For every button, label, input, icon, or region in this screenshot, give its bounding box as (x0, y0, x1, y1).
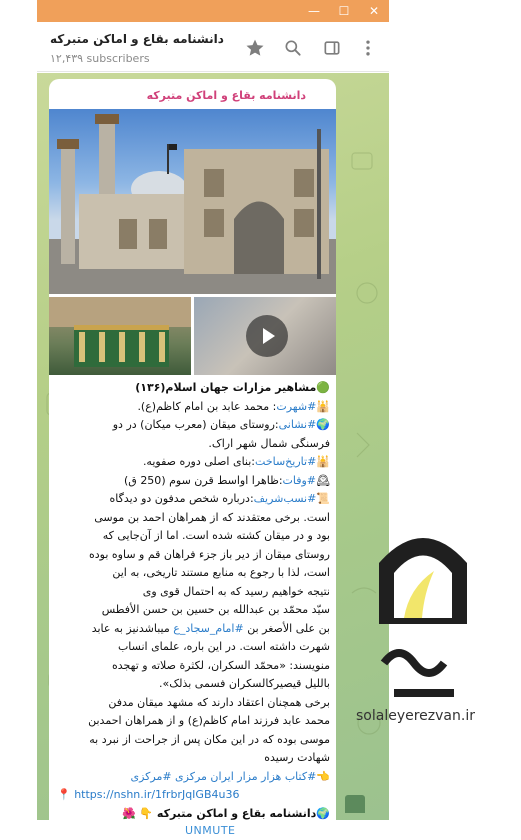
post-line (57, 694, 330, 713)
post-line-text: موسی بوده که در این مکان پس از جراحت از نبرد به (89, 732, 330, 746)
solaleye-rezvan-logo (374, 523, 472, 713)
post-line (57, 620, 330, 639)
emoji-icon: 🕌 (316, 399, 330, 413)
post-line (57, 435, 330, 454)
telegram-window (37, 0, 389, 820)
pin-icon: 📍 (57, 788, 75, 801)
channel-title: دانشنامه بقاع و اماکن متبرکه (50, 32, 224, 46)
hashtag-link[interactable]: #وفات (282, 473, 317, 487)
post-link-line (57, 786, 330, 805)
play-video-button[interactable] (246, 315, 288, 357)
post-line (57, 583, 330, 602)
hashtag-link[interactable]: #نشانی (278, 418, 317, 431)
post-line-text: :درباره شخص مدفون دو دیدگاه (109, 492, 254, 505)
post-line-text: بن علی الأصغر بن (247, 621, 330, 635)
post-line (57, 657, 330, 676)
shrine-photo-main[interactable] (49, 109, 336, 294)
post-line-text: بود و در میقان کشته شده است. اما از آن‌جایی که (102, 529, 330, 542)
chat-area[interactable] (37, 73, 389, 820)
post-text (57, 379, 330, 820)
watermark-site: solaleyerezvan.ir (356, 708, 475, 724)
hashtag-link[interactable]: #امام_سجاد_ع (173, 621, 248, 635)
post-line (57, 546, 330, 565)
message-bubble[interactable] (49, 79, 336, 820)
post-line-text: میباشدنیز به عابد (91, 621, 174, 635)
post-line (57, 527, 330, 546)
post-line-text: محمد عابد فرزند امام کاظم(ع) و از همراهان احمدبن (88, 714, 330, 727)
post-line (57, 509, 330, 528)
post-line-text: :روستای میقان (معرب میکان) در دو (112, 418, 279, 431)
hashtag-link[interactable]: #نسب‌شریف (253, 492, 317, 505)
discussion-tab[interactable] (345, 795, 365, 813)
post-line (57, 638, 330, 657)
subscriber-count: ۱۲,۴۳۹ subscribers (50, 52, 150, 65)
post-line-text: شهادت رسیده (264, 751, 330, 764)
post-line-text: :ظاهرا اواسط قرن سوم (250 ق) (123, 473, 283, 487)
unmute-button[interactable]: UNMUTE (185, 824, 236, 837)
tomb-illustration (49, 297, 191, 375)
post-line-text: است. برخی معتقدند که از همراهان احمد بن موسی (94, 510, 330, 524)
emoji-icon: 🕌 (316, 455, 330, 468)
post-line-text: برخی همچنان اعتقاد دارند که مشهد میقان مدفن (108, 695, 330, 709)
post-footer-text: دانشنامه بقاع و اماکن متبرکه (153, 806, 317, 820)
post-url-link[interactable]: https://nshn.ir/1frbrJqIGB4u36 (74, 788, 240, 801)
search-icon[interactable] (283, 38, 303, 58)
more-vertical-icon[interactable] (358, 38, 378, 58)
sidebar-icon[interactable] (322, 38, 342, 58)
post-line (57, 472, 330, 491)
minimize-button[interactable]: — (308, 4, 320, 18)
maximize-button[interactable]: ☐ (338, 4, 350, 18)
shrine-building-illustration (49, 109, 336, 294)
star-icon[interactable] (245, 38, 265, 58)
close-button[interactable]: ✕ (368, 4, 380, 18)
hashtag-link[interactable]: #تاریخ‌ساخت (255, 455, 317, 468)
emoji-icon: 👈 (316, 769, 330, 783)
post-line-text: : محمد عابد بن امام کاظم(ع). (137, 399, 277, 413)
post-line (57, 564, 330, 583)
forwarded-from-name[interactable]: دانشنامه بقاع و اماکن متبرکه (146, 89, 306, 102)
post-line-text: است، لذا با رجوع به منابع مستند تاریخی، به این (112, 566, 330, 579)
shrine-tomb-photo[interactable] (49, 297, 191, 375)
post-line-text: شهرت داشته است. در این باره، علمای انساب (117, 640, 330, 653)
post-line (57, 398, 330, 417)
post-line-text: منویسند: «محمّد السکران، لکثرة صلاته و تهجده (112, 658, 330, 672)
play-icon (263, 328, 275, 344)
post-line (57, 731, 330, 750)
emoji-icon: 🌍 (316, 418, 330, 431)
post-line-text: :بنای اصلی دوره صفویه. (142, 455, 256, 468)
post-line (57, 416, 330, 435)
post-line (57, 768, 330, 787)
post-line-text: روستای میقان از دیر باز جزء فراهان قم و ساوه بوده (88, 547, 330, 561)
post-line (57, 601, 330, 620)
post-line-text: نتیجه خواهیم رسید که به احتمال قوی وی (142, 584, 330, 598)
post-line-text: سیّد محمّد بن عبدالله بن حسین بن حسن الأفطس (101, 603, 330, 616)
post-line (57, 675, 330, 694)
post-line (57, 379, 330, 398)
emoji-icon: 📜 (316, 492, 330, 505)
post-line (57, 712, 330, 731)
globe-icon: 🌍 (316, 806, 330, 820)
post-line-text: باللیل قیصیرکالسکران فسمی بذلک». (159, 677, 330, 690)
hashtag-link[interactable]: #شهرت (276, 399, 317, 413)
post-line (57, 749, 330, 768)
post-line-text: مشاهیر مزارات جهان اسلام(۱۳۶) (135, 381, 317, 394)
emoji-icon: 🟢 (316, 381, 330, 394)
emoji-icon: 🕰 (316, 473, 330, 487)
channel-header[interactable] (37, 22, 389, 72)
post-line (57, 453, 330, 472)
shrine-video-thumbnail[interactable] (194, 297, 336, 375)
post-line-text: فرسنگی شمال شهر اراک. (208, 436, 330, 450)
hashtag-link[interactable]: #کتاب هزار مزار ایران مرکزی #مرکزی (130, 769, 317, 783)
post-line (57, 490, 330, 509)
flower-icon: 👇 🌺 (122, 806, 154, 820)
title-bar (37, 0, 389, 22)
post-footer-line (57, 805, 330, 821)
